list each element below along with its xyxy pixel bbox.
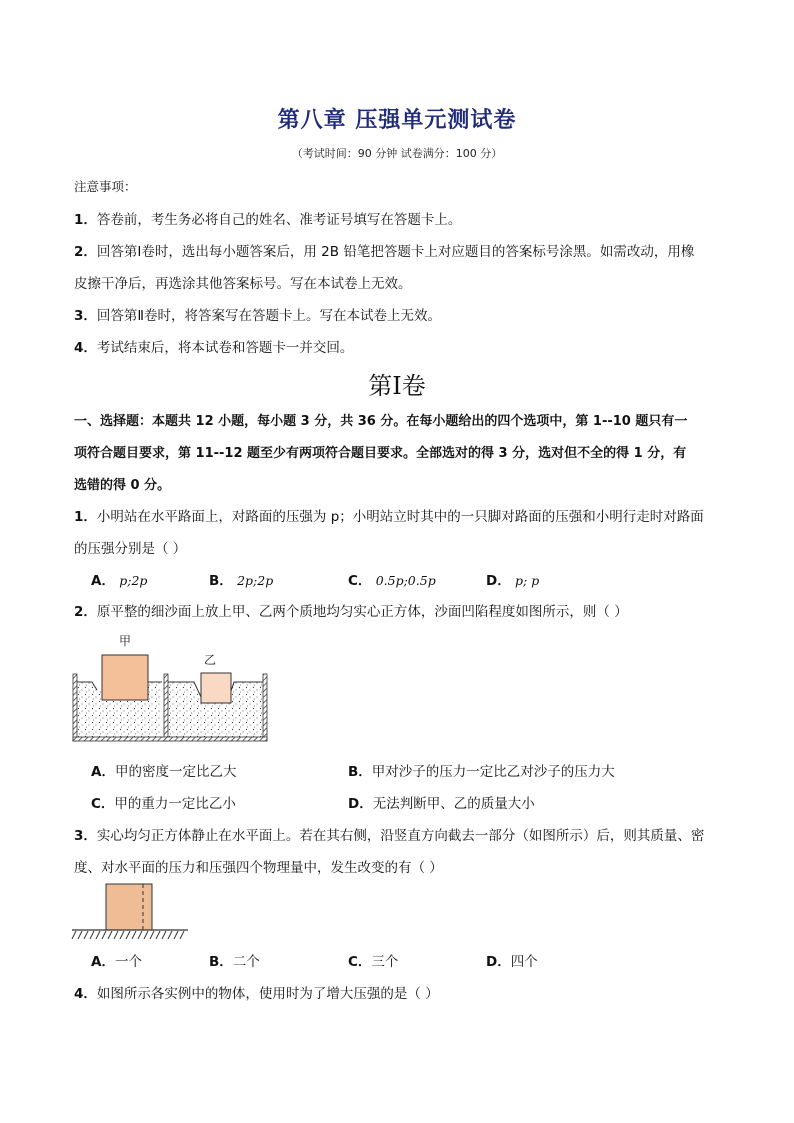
ground-hatch: [72, 931, 184, 939]
question-4: [74, 982, 439, 1002]
option-label: B．: [348, 764, 372, 780]
option-d[interactable]: [486, 569, 539, 589]
notice-num: 2．: [74, 244, 97, 260]
option-b[interactable]: [348, 760, 615, 780]
option-d[interactable]: [486, 950, 538, 970]
option-label: C．: [91, 796, 115, 812]
option-label: C．: [348, 954, 372, 970]
container-wall-right: [263, 674, 267, 741]
exam-info: （考试时间：90 分钟 试卷满分：100 分）: [291, 147, 503, 160]
question-num: 4．: [74, 986, 97, 1002]
block-jia: [102, 655, 148, 700]
question-text: 小明站在水平路面上，对路面的压强为 p；小明站立时其中的一只脚对路面的压强和小明行走时对路面: [96, 509, 704, 525]
option-c[interactable]: [91, 792, 236, 812]
question-3: [74, 824, 704, 844]
option-label: D．: [486, 954, 511, 970]
question-text: 如图所示各实例中的物体，使用时为了增大压强的是（ ）: [96, 986, 439, 1002]
section-instructions-line-2: 项符合题目要求，第 11--12 题至少有两项符合题目要求。全部选对的得 3 分，选对但不全的得 1 分，有: [74, 446, 687, 461]
notice-num: 1．: [74, 212, 97, 228]
option-a[interactable]: [91, 950, 142, 970]
notice-item-1: [74, 208, 461, 228]
option-text: 一个: [114, 954, 142, 970]
option-label: B．: [209, 573, 233, 589]
option-c[interactable]: [348, 569, 436, 589]
question-text: 原平整的细沙面上放上甲、乙两个质地均匀实心正方体，沙面凹陷程度如图所示，则（ ）: [96, 604, 628, 620]
option-text: 甲对沙子的压力一定比乙对沙子的压力大: [371, 764, 615, 780]
notice-text: 答卷前，考生务必将自己的姓名、准考证号填写在答题卡上。: [96, 212, 462, 228]
option-text: 二个: [232, 954, 260, 970]
option-text: p; p: [515, 573, 540, 588]
option-b[interactable]: [209, 569, 273, 589]
notice-text: 考试结束后，将本试卷和答题卡一并交回。: [96, 340, 354, 356]
notice-num: 4．: [74, 340, 97, 356]
notice-item-3: [74, 304, 441, 324]
notice-item-2-cont: 皮擦干净后，再选涂其他答案标号。写在本试卷上无效。: [74, 276, 412, 292]
option-label: C．: [348, 573, 372, 589]
option-text: 无法判断甲、乙的质量大小: [372, 796, 535, 812]
container-wall-left: [73, 674, 77, 741]
question-num: 1．: [74, 509, 97, 525]
question-1-cont: 的压强分别是（ ）: [74, 541, 187, 557]
notice-item-2: [74, 240, 694, 260]
option-label: A．: [91, 954, 115, 970]
option-text: 三个: [371, 954, 399, 970]
option-label: D．: [348, 796, 373, 812]
option-a[interactable]: [91, 760, 236, 780]
option-text: 0.5p;0.5p: [375, 573, 436, 588]
option-text: 四个: [510, 954, 538, 970]
notice-text: 回答第Ⅰ卷时，选出每小题答案后，用 2B 铅笔把答题卡上对应题目的答案标号涂黑。如需改动，用橡: [96, 244, 695, 260]
cube-figure: [70, 882, 195, 942]
option-label: A．: [91, 764, 115, 780]
question-num: 3．: [74, 828, 97, 844]
option-label: D．: [486, 573, 511, 589]
container-floor: [73, 737, 267, 741]
question-text: 实心均匀正方体静止在水平面上。若在其右侧，沿竖直方向截去一部分（如图所示）后，则其质量、密: [96, 828, 705, 844]
option-a[interactable]: [91, 569, 147, 589]
section-instructions-line-1: 一、选择题：本题共 12 小题，每小题 3 分，共 36 分。在每小题给出的四个选项中，第 1--10 题只有一: [74, 414, 688, 429]
option-d[interactable]: [348, 792, 535, 812]
container-wall-middle: [164, 674, 168, 741]
option-c[interactable]: [348, 950, 398, 970]
notice-heading: 注意事项：: [74, 179, 137, 194]
cube: [106, 884, 152, 930]
option-label: A．: [91, 573, 115, 589]
section-instructions-line-3: 选错的得 0 分。: [74, 478, 171, 493]
option-text: 甲的重力一定比乙小: [114, 796, 236, 812]
sand-container-figure: [70, 630, 270, 745]
section-title: 第Ⅰ卷: [368, 372, 426, 400]
question-1: [74, 505, 704, 525]
option-text: 甲的密度一定比乙大: [114, 764, 237, 780]
option-text: p;2p: [119, 573, 148, 588]
page-title: 第八章 压强单元测试卷: [277, 108, 517, 133]
question-2: [74, 600, 628, 620]
notice-num: 3．: [74, 308, 97, 324]
label-yi: 乙: [204, 653, 217, 667]
label-jia: 甲: [119, 634, 132, 648]
notice-item-4: [74, 336, 353, 356]
option-text: 2p;2p: [237, 573, 274, 588]
option-label: B．: [209, 954, 233, 970]
notice-text: 回答第Ⅱ卷时，将答案写在答题卡上。写在本试卷上无效。: [96, 308, 442, 324]
question-num: 2．: [74, 604, 97, 620]
question-3-cont: 度、对水平面的压力和压强四个物理量中，发生改变的有（ ）: [74, 860, 443, 876]
block-yi: [201, 673, 231, 703]
option-b[interactable]: [209, 950, 260, 970]
